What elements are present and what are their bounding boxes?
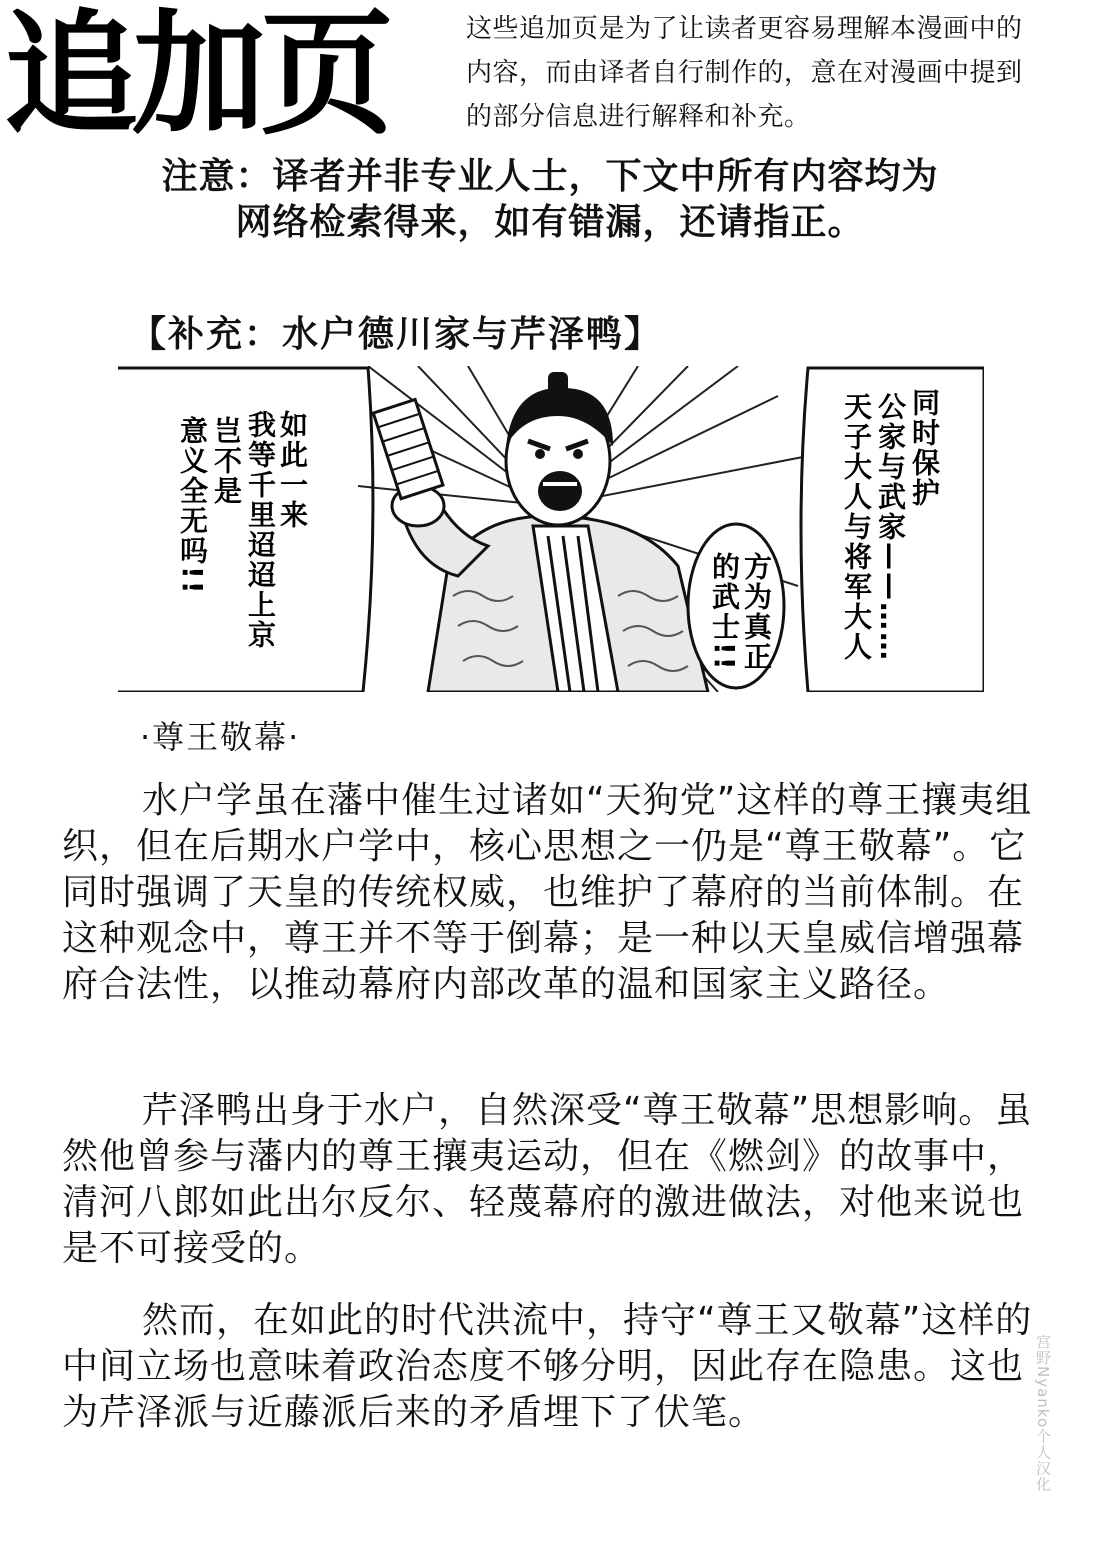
page-title: 追加页 (4, 0, 389, 153)
article-paragraph-3: 然而，在如此的时代洪流中，持守“尊王又敬幕”这样的中间立场也意味着政治态度不够分明，因此存在隐患。这也为芹泽派与近藤派后来的矛盾埋下了伏笔。 (62, 1300, 1033, 1433)
right-bubble-col-3: 天子大人与将军大人 (840, 392, 873, 662)
notice-line-1: 注意：译者并非专业人士，下文中所有内容均为 (161, 156, 939, 197)
watermark: 宫野Nyanko个人汉化 (1034, 1334, 1052, 1493)
notice-line-2: 网络检索得来，如有错漏，还请指正。 (235, 202, 865, 243)
center-bubble-col-2: 的武士!! (708, 552, 741, 672)
article-subheading: ·尊王敬幕· (140, 718, 301, 756)
left-bubble-col-4: 意义全无吗!! (176, 416, 209, 596)
intro-line-3: 的部分信息进行解释和补充。 (466, 102, 811, 132)
intro-line-2: 内容，而由译者自行制作的，意在对漫画中提到 (466, 58, 1023, 88)
article-paragraph-2: 芹泽鸭出身于水户，自然深受“尊王敬幕”思想影响。虽然他曾参与藩内的尊王攘夷运动，但在《燃剑》的故事中，清河八郎如此出尔反尔、轻蔑幕府的激进做法，对他来说也是不可接受的。 (62, 1090, 1033, 1269)
left-bubble-col-1: 如此一来 (276, 410, 309, 530)
section-heading: 【补充：水户德川家与芹泽鸭】 (130, 314, 663, 355)
right-bubble-col-2: 公家与武家——…… (874, 392, 907, 662)
left-bubble-col-2: 我等千里迢迢上京 (244, 410, 277, 650)
left-bubble-col-3: 岂不是 (210, 416, 243, 506)
intro-line-1: 这些追加页是为了让读者更容易理解本漫画中的 (466, 14, 1023, 44)
center-bubble-col-1: 方为真正 (740, 552, 773, 672)
article-paragraph-1: 水户学虽在藩中催生过诸如“天狗党”这样的尊王攘夷组织，但在后期水户学中，核心思想之一仍是“尊王敬幕”。它同时强调了天皇的传统权威，也维护了幕府的当前体制。在这种观念中，尊王并不等于倒幕；是一种以天皇威信增强幕府合法性，以推动幕府内部改革的温和国家主义路径。 (62, 780, 1033, 1005)
manga-panel (118, 366, 984, 692)
right-bubble-col-1: 同时保护 (908, 388, 941, 508)
